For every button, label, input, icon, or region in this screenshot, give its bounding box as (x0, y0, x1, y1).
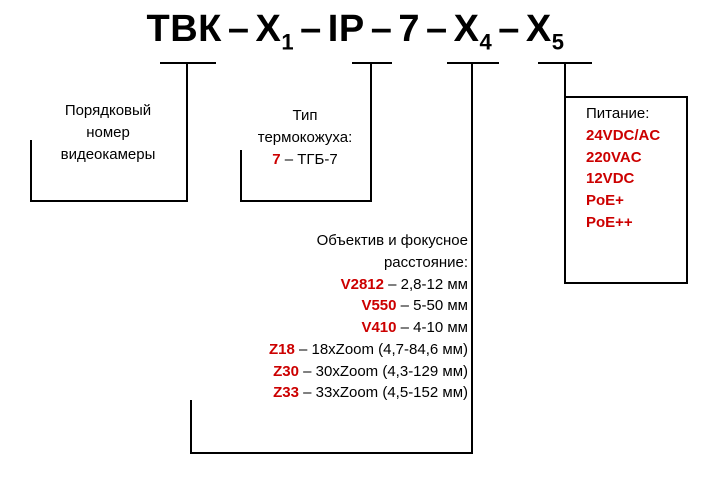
underline-x1 (160, 62, 216, 64)
power-item-24vdcac: 24VDC/AC (586, 126, 661, 144)
housing-type-code: 7 (272, 150, 281, 168)
label-power-supply (586, 103, 696, 234)
lens-code-v550: V550 (361, 297, 397, 315)
lens-item-v550 (190, 295, 468, 317)
formula-token-tvk: ТВК (146, 8, 222, 50)
lens-desc-v410: – 4-10 мм (396, 319, 468, 336)
housing-type-desc: – ТГБ-7 (280, 150, 338, 168)
lens-desc-v2812: – 2,8-12 мм (383, 275, 468, 293)
leader-x4-vertical (471, 62, 473, 454)
underline-7 (352, 62, 392, 64)
camera-number-line-1: Порядковый (64, 102, 152, 119)
lens-desc-v550: – 5-50 мм (396, 297, 468, 315)
power-title: Питание: (586, 105, 650, 122)
formula-token-x1: $X_1$ (255, 8, 295, 55)
underline-x4 (447, 62, 499, 64)
formula-separator-4: – (425, 8, 448, 50)
power-item-12vdc: 12VDC (586, 170, 635, 188)
lens-item-z30 (190, 361, 468, 383)
lens-desc-z30: – 30xZoom (4,3-129 мм) (298, 362, 468, 380)
lens-item-v410 (190, 317, 468, 339)
lens-desc-z33: – 33xZoom (4,5-152 мм) (298, 384, 468, 402)
bracket-housing-bottom (240, 200, 372, 202)
lens-title-line-2: расстояние: (383, 253, 468, 271)
bracket-power-bottom (564, 282, 688, 284)
camera-number-line-2: номер (86, 123, 130, 141)
product-code-formula (0, 8, 711, 56)
camera-number-line-3: видеокамеры (60, 145, 156, 163)
housing-type-line-1: Тип (292, 107, 318, 124)
lens-item-v2812 (190, 274, 468, 296)
bracket-lens-left (190, 400, 192, 454)
lens-item-z18 (190, 339, 468, 361)
lens-title-line-1: Объектив и фокусное (316, 232, 468, 249)
lens-code-v2812: V2812 (340, 275, 384, 293)
formula-token-ip: IP (327, 8, 365, 50)
label-housing-type (240, 105, 370, 170)
housing-type-item (240, 149, 370, 171)
lens-code-v410: V410 (361, 319, 397, 336)
bracket-camera-number-bottom (30, 200, 188, 202)
formula-separator-1: – (227, 8, 250, 50)
power-item-220vac: 220VAC (586, 148, 642, 166)
formula-token-x5: $X_5$ (525, 8, 565, 55)
bracket-lens-bottom (190, 452, 473, 454)
lens-desc-z18: – 18xZoom (4,7-84,6 мм) (294, 340, 468, 358)
formula-separator-2: – (300, 8, 322, 50)
lens-code-z18: Z18 (268, 340, 295, 358)
formula-token-x4: $X_4$ (453, 8, 493, 55)
formula-token-7: 7 (398, 8, 420, 50)
lens-code-z33: Z33 (273, 384, 299, 402)
label-lens-focal (190, 230, 468, 404)
housing-type-line-2: термокожуха: (257, 128, 353, 146)
lens-code-z30: Z30 (273, 362, 299, 380)
formula-separator-3: – (370, 8, 393, 50)
leader-x1-vertical (186, 62, 188, 202)
bracket-power-top (564, 96, 688, 98)
leader-7-vertical (370, 62, 372, 202)
lens-item-z33 (190, 382, 468, 404)
label-camera-number (30, 100, 186, 165)
power-item-poe-plus-plus: PoE++ (586, 213, 633, 231)
power-item-poe-plus: PoE+ (586, 192, 624, 209)
formula-separator-5: – (498, 8, 520, 50)
